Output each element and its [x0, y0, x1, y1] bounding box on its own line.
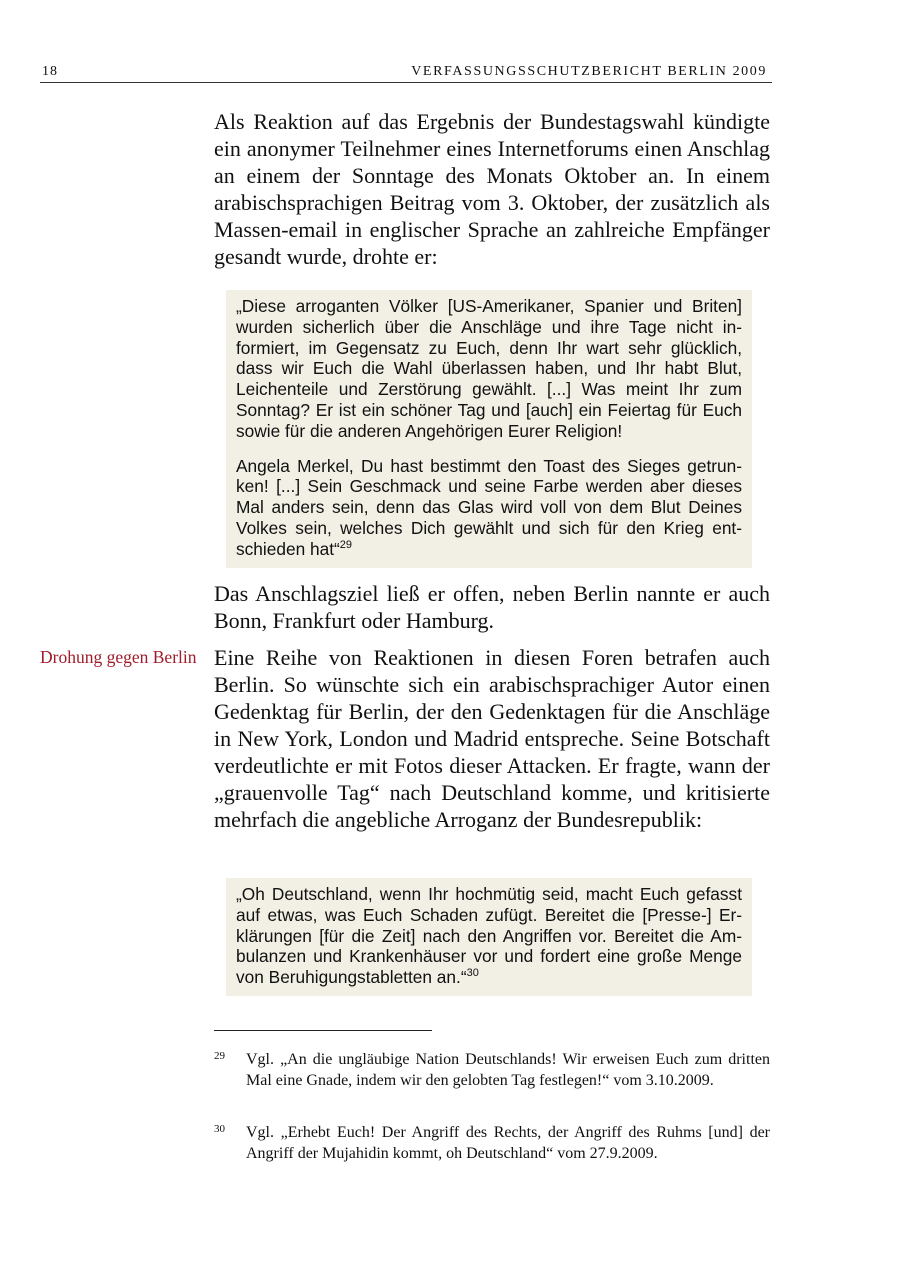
- quote-box-2: [226, 878, 752, 996]
- quote-1-paragraph-2: [236, 456, 742, 560]
- quote-1-paragraph-1: „Diese arroganten Völker [US-Amerikaner, Spanier und Briten] wurden sicherlich über die Anschläge und ihre Tage nicht informiert, im Gegensatz zu Euch, denn Ihr wart sehr glücklich, dass wir Euch die Wahl überlassen haben, und Ihr habt Blut, Leichenteile und Zerstörung gewählt. [...] Was meint Ihr zum Sonntag? Er ist ein schöner Tag und [auch] ein Feiertag für Euch sowie für die anderen Angehörigen Eurer Religion!: [236, 296, 742, 441]
- footnote-text: Vgl. „An die ungläubige Nation Deutschlands! Wir erweisen Euch zum dritten Mal eine Gnade, indem wir den gelobten Tag festlegen!“ vom 3.10.2009.: [246, 1051, 770, 1089]
- paragraph-target: [214, 580, 770, 634]
- footnote-30: [214, 1123, 770, 1164]
- footnote-separator: [214, 1030, 432, 1031]
- paragraph-intro: [214, 108, 770, 270]
- header-rule: [40, 82, 772, 83]
- running-header: VERFASSUNGSSCHUTZBERICHT BERLIN 2009: [411, 64, 767, 79]
- footnote-29: [214, 1050, 770, 1091]
- footnote-text: Vgl. „Erhebt Euch! Der Angriff des Rechts, der Angriff des Ruhms [und] der Angriff der Mujahidin kommt, oh Deutschland“ vom 27.9.2009.: [246, 1124, 770, 1162]
- footnote-ref-29: 29: [339, 539, 353, 551]
- footnote-number: 29: [214, 1050, 225, 1062]
- footnote-number: 30: [214, 1123, 225, 1135]
- quote-2-body: „Oh Deutschland, wenn Ihr hochmütig seid, macht Euch gefasst auf etwas, was Euch Schaden zufügt. Bereitet die [Presse-] Erklärungen [für die Zeit] nach den Angriffen vor. Bereitet die Ambulanzen und Krankenhäuser vor und fordert eine große Menge von Beruhigungstabletten an.“: [236, 884, 742, 988]
- paragraph-berlin: [214, 644, 770, 833]
- footnote-ref-30: 30: [466, 967, 479, 980]
- paragraph-text: Das Anschlagsziel ließ er offen, neben Berlin nannte er auch Bonn, Frankfurt oder Hamburg.: [214, 581, 770, 633]
- page-number: 18: [42, 64, 58, 79]
- quote-1-paragraph-2-text: Angela Merkel, Du hast bestimmt den Toast des Sieges getrunken! [...] Sein Geschmack und seine Farbe werden aber dieses Mal anders sein, denn das Glas wird voll von dem Blut Deines Volkes sein, welches Dich gewählt und sich für den Krieg entschieden hat“: [236, 455, 742, 559]
- paragraph-text: Als Reaktion auf das Ergebnis der Bundestagswahl kündigte ein anonymer Teilnehmer eines Internetforums einen Anschlag an einem der Sonntage des Monats Oktober an. In einem arabischsprachigen Beitrag vom 3. Oktober, der zusätzlich als Massen-email in englischer Sprache an zahlreiche Empfänger gesandt wurde, drohte er:: [214, 109, 770, 269]
- quote-box-1: [226, 290, 752, 568]
- paragraph-text: Eine Reihe von Reaktionen in diesen Foren betrafen auch Berlin. So wünschte sich ein arabischsprachiger Autor einen Gedenktag für Berlin, der den Gedenktagen für die Anschläge in New York, London und Madrid entspreche. Seine Botschaft verdeutlichte er mit Fotos dieser Attacken. Er fragte, wann der „grauenvolle Tag“ nach Deutschland komme, und kritisierte mehrfach die angebliche Arroganz der Bundesrepublik:: [214, 645, 770, 832]
- quote-2-text: [236, 884, 742, 988]
- margin-note: Drohung gegen Berlin: [40, 647, 197, 667]
